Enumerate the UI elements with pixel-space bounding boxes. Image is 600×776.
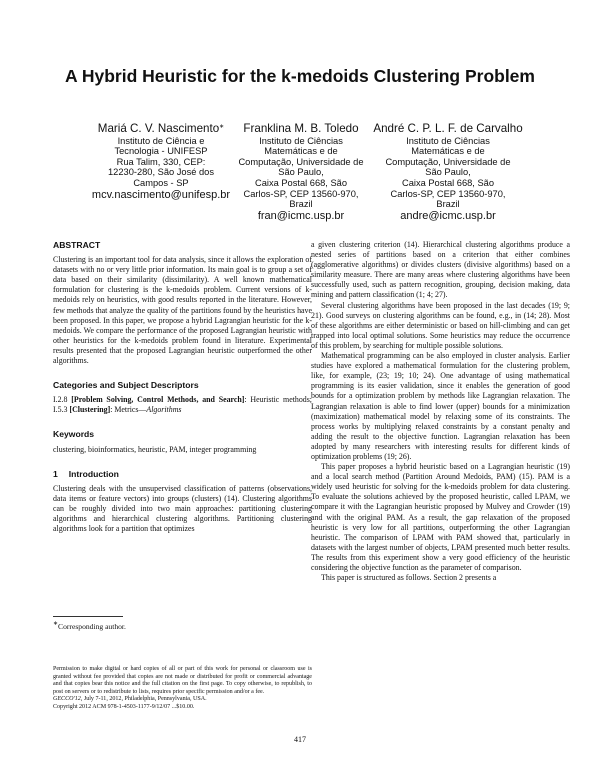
author-name: André C. P. L. F. de Carvalho — [373, 122, 523, 135]
author-affiliation-line: Instituto de Ciência e — [117, 135, 205, 146]
author-affiliation-line: São Paulo, — [278, 167, 324, 178]
category-italic: Algorithms — [146, 405, 182, 415]
section-title: Introduction — [68, 468, 119, 479]
corresponding-mark: ∗ — [219, 124, 225, 130]
paper-title: A Hybrid Heuristic for the k-medoids Clustering Problem — [65, 66, 535, 86]
permission-block — [53, 666, 312, 711]
introduction-heading — [53, 469, 312, 479]
author-affiliation-line: Caixa Postal 668, São — [255, 177, 347, 188]
author-block-1 — [82, 123, 240, 201]
author-affiliation-line: Matemáticas e de — [411, 146, 485, 157]
author-affiliation-line: Campos - SP — [133, 177, 189, 188]
copyright-line: Copyright 2012 ACM 978-1-4503-1177-9/12/07 ...$10.00. — [53, 703, 195, 710]
author-affiliation-line: Matemáticas e de — [264, 146, 338, 157]
venue-details: July 7-11, 2012, Philadelphia, Pennsylvania, USA. — [82, 696, 207, 702]
author-affiliation-line: Rua Talim, 330, CEP: — [116, 156, 206, 167]
author-name: Franklina M. B. Toledo — [243, 122, 359, 135]
abstract-text: Clustering is an important tool for data analysis, since it allows the exploration of datasets with no or very little prior information. Its main goal is to group a set of data based on their similarity (dissimilarity). A well known mathematical formulation for clustering is the k-medoids problem. Current versions of k-medoids rely on heuristics, with good results reported in the literature. However, few methods that analyze the quality of the partitions found by the heuristics have been proposed. In this paper, we propose a hybrid Lagrangian heuristic for the k-medoids. We compare the performance of the proposed Lagrangian heuristic with other heuristics for the k-medoids problem found in literature. Experimental results presented that the proposed Lagrangian heuristic outperformed the other algorithms. — [53, 255, 312, 366]
author-affiliation-line: Instituto de Ciências — [406, 135, 490, 146]
body-paragraph: Several clustering algorithms have been proposed in the last decades (19; 9; 21). Good surveys on clustering algorithms can be found, e.g., in (14; 28). Most of these algorithms are either deterministic or based on hill-climbing and can get trapped into local optimal solutions. Some heuristics may reduce the occurrence of this problem, by searching for multiple possible solutions. — [311, 300, 570, 350]
author-name-line — [82, 123, 240, 136]
permission-text: Permission to make digital or hard copies of all or part of this work for personal or classroom use is granted without fee provided that copies are not made or distributed for profit or commercial advantage and that copies bear this notice and the full citation on the first page. To copy otherwise, to republish, to post on servers or to redistribute to lists, requires prior specific permission and/or a fee. — [53, 666, 312, 695]
author-affiliation-line: São Paulo, — [425, 167, 471, 178]
author-affiliation-line: Carlos-SP, CEP 13560-970, — [390, 188, 506, 199]
category-label: [Problem Solving, Control Methods, and Search] — [71, 395, 245, 405]
footnote-rule — [53, 616, 123, 617]
footnote-line — [53, 622, 312, 631]
categories-text — [53, 395, 312, 415]
footnote-text: Corresponding author. — [58, 622, 126, 631]
body-paragraph: This paper is structured as follows. Section 2 presents a — [321, 573, 497, 583]
left-column — [53, 240, 312, 534]
author-block-2 — [230, 123, 372, 222]
author-email: mcv.nascimento@unifesp.br — [91, 188, 231, 201]
categories-heading: Categories and Subject Descriptors — [53, 380, 199, 391]
keywords-text: clustering, bioinformatics, heuristic, PAM, integer programming — [53, 444, 257, 454]
introduction-paragraph: Clustering deals with the unsupervised classification of patterns (observations, data items or feature vectors) into groups (clusters) (14). Clustering algorithms can be roughly divided into two main approaches: partitioning clustering algorithms and hierarchical clustering algorithms. Partitioning clustering algorithms look for a partition that optimizes — [53, 483, 312, 534]
author-name: Mariá C. V. Nascimento — [97, 122, 220, 135]
author-affiliation-line: Brazil — [436, 199, 460, 210]
body-paragraph: This paper proposes a hybrid heuristic based on a Lagrangian heuristic (19) and a local search method (Partition Around Medoids, PAM) (15). PAM is a widely used heuristic for solving for the k-medoids problem for data clustering. To evaluate the solutions achieved by the proposed heuristic, called LPAM, we compare it with the Lagrangian heuristic proposed by Mulvey and Crowder (19) and with the original PAM. As a result, the gap relaxation of the proposed heuristic is very low for all partitions, outperforming the other Lagrangian heuristic. The comparison of LPAM with PAM showed that, particularly in datasets with the largest number of objects, LPAM presented much better results. The results from this experiment show a very good efficiency of the heuristic considering the objective function as the parameter of comparison. — [311, 462, 570, 572]
category-text: : Heuristic methods; I.5.3 — [53, 395, 312, 415]
author-affiliation-line: Tecnologia - UNIFESP — [114, 146, 208, 157]
author-affiliation-line: Computação, Universidade de — [385, 156, 511, 167]
body-paragraph: a given clustering criterion (14). Hierarchical clustering algorithms produce a nested series of partitions based on a criterion that either combines (agglomerative algorithms) or divides clusters (divisive algorithms) based on a similarity measure. There are many areas where clustering algorithms have been successfully used, such as pattern recognition, grouping, decision making, data mining and pattern classification (1; 4; 27). — [311, 240, 570, 300]
author-affiliation-line: Instituto de Ciências — [259, 135, 343, 146]
category-label: [Clustering] — [69, 405, 111, 415]
author-affiliation-line: Caixa Postal 668, São — [402, 177, 494, 188]
keywords-heading: Keywords — [53, 429, 95, 440]
author-email: fran@icmc.usp.br — [257, 209, 345, 222]
category-code: I.2.8 — [53, 395, 68, 405]
author-affiliation-line: 12230-280, São José dos — [108, 167, 214, 178]
right-column — [311, 240, 570, 583]
section-number: 1 — [53, 468, 58, 479]
category-text: : Metrics— — [110, 405, 147, 415]
footnote — [53, 616, 312, 631]
venue-line — [53, 696, 312, 704]
body-paragraph: Mathematical programming can be also employed in cluster analysis. Earlier studies have explored a mathematical formulation for the clustering problem, like, for example, (23; 19; 10; 24). One advantage of using mathematical programming is its easier validation, since it enables the generation of good bounds for a optimization problem by methods like Lagrangian relaxation. The Lagrangian relaxation is able to find lower (upper) bounds for a minimization (maximization) mathematical model by relaxing some of its constraints. The process works by multiplying relaxed constraints by a constant penalty and adding the result to the objective function. Lagrangian relaxation has been adopted by many researchers with interesting results for different kinds of optimization problems (19; 26). — [311, 351, 570, 461]
author-affiliation-line: Computação, Universidade de — [238, 156, 364, 167]
author-affiliation-line: Carlos-SP, CEP 13560-970, — [243, 188, 359, 199]
venue-name: GECCO'12, — [53, 696, 83, 702]
abstract-heading: ABSTRACT — [53, 240, 101, 250]
author-affiliation-line: Brazil — [289, 199, 313, 210]
author-email: andre@icmc.usp.br — [400, 209, 496, 222]
author-block-3 — [372, 123, 524, 222]
page-number: 417 — [294, 735, 306, 744]
footnote-mark: ∗ — [53, 621, 59, 627]
